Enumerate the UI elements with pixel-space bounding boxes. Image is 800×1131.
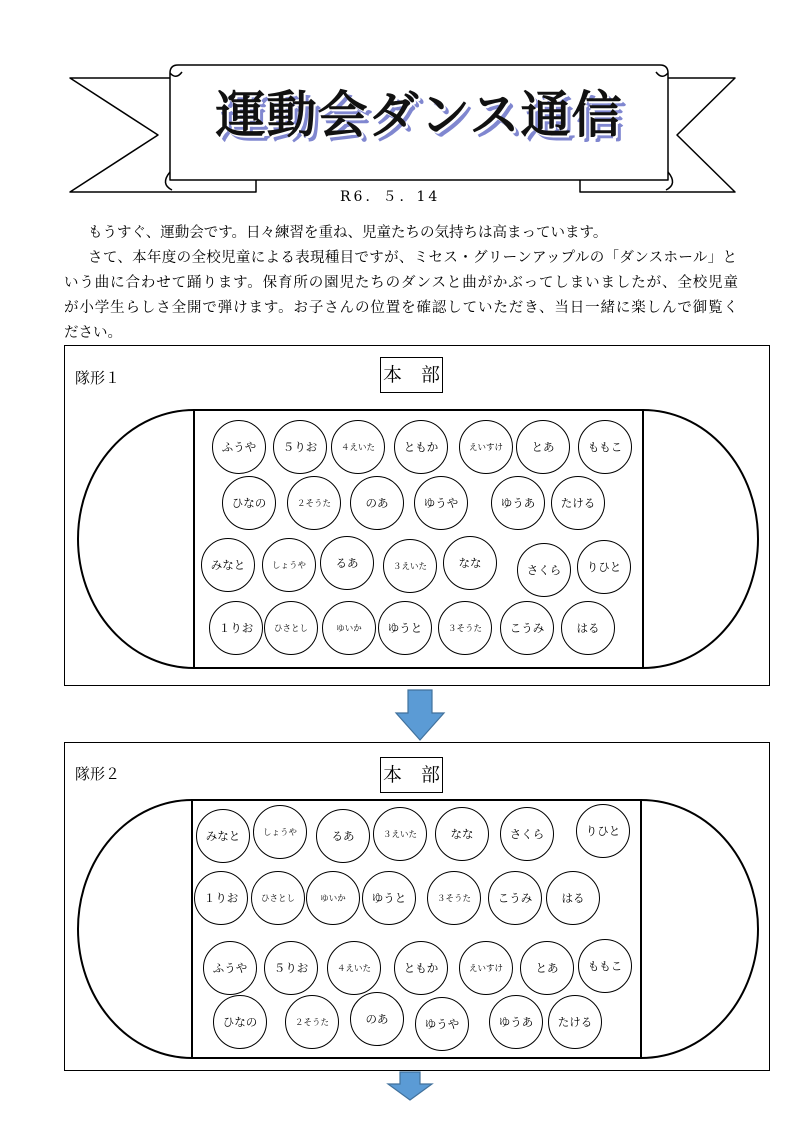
student-seat: ともか [394, 420, 448, 474]
student-seat: ３えいた [373, 807, 427, 861]
student-seat: るあ [316, 809, 370, 863]
student-seat: こうみ [488, 871, 542, 925]
student-seat: １りお [209, 601, 263, 655]
intro-line: が小学生らしさ全開で弾けます。お子さんの位置を確認していただき、当日一緒に楽しんで御覧く [64, 300, 738, 316]
student-seat: ５りお [273, 420, 327, 474]
student-seat: はる [546, 871, 600, 925]
down-arrow-icon [396, 690, 444, 740]
down-arrow-shape [396, 690, 444, 740]
student-seat: とあ [520, 941, 574, 995]
student-seat: のあ [350, 476, 404, 530]
student-seat: さくら [500, 807, 554, 861]
student-seat: さくら [517, 543, 571, 597]
student-seat: こうみ [500, 601, 554, 655]
down-arrow-shape [388, 1072, 432, 1100]
intro-line: もうすぐ、運動会です。日々練習を重ね、児童たちの気持ちは高まっています。 [88, 225, 608, 241]
student-seat: ３そうた [427, 871, 481, 925]
student-seat: えいすけ [459, 420, 513, 474]
student-seat: １りお [194, 871, 248, 925]
student-seat: りひと [577, 540, 631, 594]
student-seat: ひなの [222, 476, 276, 530]
intro-line: いう曲に合わせて踊ります。保育所の園児たちのダンスと曲がかぶってしまいましたが、全校児童 [64, 275, 738, 291]
student-seat: ２そうた [285, 995, 339, 1049]
student-seat: ３そうた [438, 601, 492, 655]
student-seat: はる [561, 601, 615, 655]
student-seat: えいすけ [459, 941, 513, 995]
formation-2-label: 隊形２ [75, 765, 121, 783]
student-seat: ゆいか [306, 871, 360, 925]
intro-paragraph [64, 221, 738, 346]
student-seat: しょうや [253, 805, 307, 859]
student-seat: ４えいた [331, 420, 385, 474]
student-seat: なな [443, 536, 497, 590]
formation-1-label: 隊形１ [75, 369, 121, 387]
down-arrow-icon [388, 1072, 432, 1100]
student-seat: ふうや [203, 941, 257, 995]
student-seat: ゆうや [414, 476, 468, 530]
intro-line: ださい。 [64, 325, 122, 341]
student-seat: ゆうと [362, 871, 416, 925]
student-seat: ももこ [578, 939, 632, 993]
student-seat: ５りお [264, 941, 318, 995]
student-seat: ひさとし [264, 601, 318, 655]
student-seat: ３えいた [383, 539, 437, 593]
student-seat: ひさとし [251, 871, 305, 925]
student-seat: るあ [320, 536, 374, 590]
intro-line: さて、本年度の全校児童による表現種目ですが、ミセス・グリーンアップルの「ダンスホール」と [88, 250, 737, 266]
student-seat: しょうや [262, 538, 316, 592]
student-seat: たける [551, 476, 605, 530]
student-seat: のあ [350, 992, 404, 1046]
formation-1-headquarters: 本 部 [380, 357, 443, 393]
issue-date: R6．５．14 [340, 189, 441, 205]
student-seat: りひと [576, 804, 630, 858]
student-seat: ももこ [578, 420, 632, 474]
student-seat: なな [435, 807, 489, 861]
student-seat: みなと [196, 809, 250, 863]
student-seat: とあ [516, 420, 570, 474]
student-seat: ２そうた [287, 476, 341, 530]
student-seat: ４えいた [327, 941, 381, 995]
student-seat: みなと [201, 538, 255, 592]
student-seat: ゆいか [322, 601, 376, 655]
student-seat: ゆうあ [489, 995, 543, 1049]
student-seat: たける [548, 995, 602, 1049]
student-seat: ゆうあ [491, 476, 545, 530]
student-seat: ゆうと [378, 601, 432, 655]
newsletter-title: 運動会ダンス通信 [215, 86, 623, 144]
student-seat: ともか [394, 941, 448, 995]
student-seat: ふうや [212, 420, 266, 474]
student-seat: ゆうや [415, 997, 469, 1051]
student-seat: ひなの [213, 995, 267, 1049]
formation-2-headquarters: 本 部 [380, 757, 443, 793]
